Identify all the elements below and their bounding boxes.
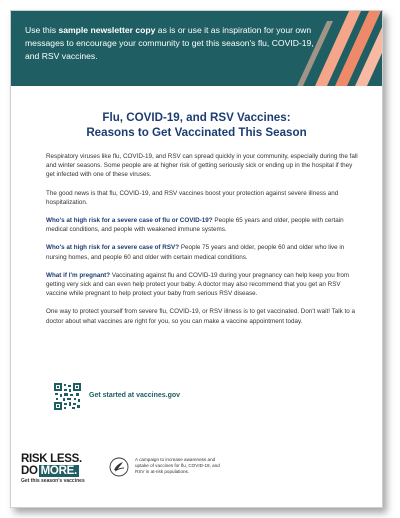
decorative-stripes (297, 11, 382, 86)
paragraph-intro: Respiratory viruses like flu, COVID-19, and RSV can spread quickly in your community, especially during the fall and winter seasons. Some people are at higher risk of getting seriously sick or ending up in the hospital if they get infected with one of these viruses. (46, 153, 358, 179)
banner-text (25, 24, 325, 63)
title-line-1: Flu, COVID-19, and RSV Vaccines: (102, 111, 291, 124)
logo-do: DO (21, 465, 38, 477)
question-flu-covid: Who's at high risk for a severe case of flu or COVID-19? (46, 217, 213, 225)
page-title (11, 110, 382, 140)
paragraph-pregnancy (46, 271, 358, 299)
paragraph-rsv-risk (46, 243, 358, 261)
banner-text-suffix: as is or use it as inspiration for your own messages to encourage your community to get this season's flu, COVID-19, and RSV vaccines. (25, 25, 314, 61)
paragraph-flu-covid-risk (46, 216, 358, 234)
banner-text-bold: sample newsletter copy (58, 25, 156, 35)
hhs-seal-icon (109, 457, 129, 477)
paragraph-closing: One way to protect yourself from severe flu, COVID-19, or RSV illness is to get vaccinated. Don't wait! Talk to a doctor about what vaccines are right for you, so you can make a vaccine appointment today. (46, 308, 356, 325)
logo-tagline: Get this season's vaccines (21, 478, 85, 484)
logo-line-1: RISK LESS. (21, 453, 82, 465)
article-body (46, 152, 358, 335)
logo-line-2 (21, 465, 111, 477)
qr-code-icon[interactable] (54, 383, 81, 410)
paragraph-good-news: The good news is that flu, COVID-19, and RSV vaccines boost your protection against severe illness and hospitalization. (46, 189, 339, 206)
banner-text-prefix: Use this (25, 25, 59, 35)
question-pregnancy: What if I'm pregnant? (46, 271, 111, 279)
logo-more: MORE. (40, 465, 77, 477)
instruction-banner (11, 11, 382, 86)
campaign-footnote: A campaign to increase awareness and uptake of vaccines for flu, COVID-19, and RSV in at-risk populations. (135, 457, 220, 475)
newsletter-page (10, 10, 383, 508)
cta-link-vaccines-gov[interactable]: Get started at vaccines.gov (89, 392, 181, 399)
title-line-2: Reasons to Get Vaccinated This Season (86, 126, 307, 139)
qr-code-graphic (54, 383, 81, 410)
answer-rsv: People 75 years and older, people 60 and older who live in nursing homes, and people 60 and older with certain medical conditions. (46, 244, 345, 261)
question-rsv: Who's at high risk for a severe case of RSV? (46, 244, 180, 252)
campaign-logo (21, 453, 111, 484)
answer-flu-covid: People 65 years and older, people with certain medical conditions, and people with weakened immune systems. (46, 217, 344, 234)
answer-pregnancy: Vaccinating against flu and COVID-19 during your pregnancy can help keep you from getting very sick and can even help protect your baby. A doctor may also recommend that you get an RSV vaccine while pregnant to help protect your baby from serious RSV disease. (46, 271, 350, 298)
